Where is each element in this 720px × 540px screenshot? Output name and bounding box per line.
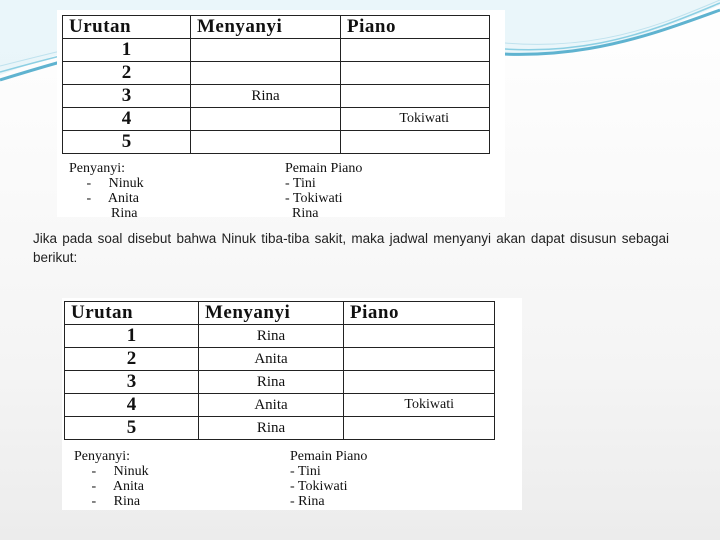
list-item: - Tokiwati — [285, 191, 343, 206]
schedule-image-solution — [62, 298, 522, 510]
list-item: Rina — [292, 206, 319, 221]
table-row — [65, 371, 495, 394]
schedule-table-solution — [64, 301, 495, 440]
cell-piano: Tokiwati — [341, 108, 490, 131]
cell-urutan: 2 — [65, 348, 199, 371]
cell-menyanyi — [191, 108, 341, 131]
table-row — [65, 325, 495, 348]
cell-menyanyi: Rina — [199, 417, 344, 440]
singer-roster — [74, 449, 149, 509]
table-row — [63, 108, 490, 131]
list-item: - Tokiwati — [290, 479, 348, 494]
list-item: - Rina — [290, 494, 325, 509]
cell-menyanyi: Rina — [199, 325, 344, 348]
cell-urutan: 5 — [65, 417, 199, 440]
cell-urutan: 4 — [65, 394, 199, 417]
cell-menyanyi: Rina — [191, 85, 341, 108]
cell-menyanyi: Anita — [199, 348, 344, 371]
list-item: - Anita — [69, 191, 139, 206]
cell-urutan: 3 — [65, 371, 199, 394]
cell-menyanyi — [191, 62, 341, 85]
table-row — [63, 85, 490, 108]
cell-urutan: 5 — [63, 131, 191, 154]
table-header-row — [65, 302, 495, 325]
list-item: - Ninuk — [74, 464, 149, 479]
cell-menyanyi: Rina — [199, 371, 344, 394]
header-menyanyi: Menyanyi — [199, 302, 344, 325]
cell-urutan: 3 — [63, 85, 191, 108]
cell-piano — [341, 131, 490, 154]
cell-urutan: 4 — [63, 108, 191, 131]
list-item: - Ninuk — [69, 176, 144, 191]
table-row — [65, 348, 495, 371]
table-row — [63, 131, 490, 154]
header-menyanyi: Menyanyi — [191, 16, 341, 39]
list-item: - Anita — [74, 479, 144, 494]
cell-menyanyi — [191, 131, 341, 154]
table-header-row — [63, 16, 490, 39]
cell-piano — [341, 39, 490, 62]
cell-urutan: 1 — [63, 39, 191, 62]
cell-piano — [344, 371, 495, 394]
pianist-roster — [285, 161, 362, 221]
schedule-table-initial — [62, 15, 490, 154]
cell-urutan: 1 — [65, 325, 199, 348]
schedule-image-initial — [57, 10, 505, 221]
header-urutan: Urutan — [65, 302, 199, 325]
cell-piano — [344, 348, 495, 371]
header-piano: Piano — [341, 16, 490, 39]
header-piano: Piano — [344, 302, 495, 325]
table-row — [63, 39, 490, 62]
pianist-roster-title: Pemain Piano — [285, 161, 363, 176]
pianist-roster-title: Pemain Piano — [290, 449, 368, 464]
cell-menyanyi: Anita — [199, 394, 344, 417]
cell-piano — [341, 62, 490, 85]
list-item: Rina — [111, 206, 138, 221]
cell-piano: Tokiwati — [344, 394, 495, 417]
cell-piano — [344, 325, 495, 348]
list-item: - Tini — [285, 176, 316, 191]
cell-piano — [344, 417, 495, 440]
explanation-text: Jika pada soal disebut bahwa Ninuk tiba-tiba sakit, maka jadwal menyanyi akan dapat disusun sebagai berikut: — [33, 231, 669, 265]
singer-roster-title: Penyanyi: — [74, 449, 130, 464]
header-urutan: Urutan — [63, 16, 191, 39]
table-row — [65, 417, 495, 440]
pianist-roster — [290, 449, 367, 509]
cell-urutan: 2 — [63, 62, 191, 85]
table-row — [65, 394, 495, 417]
list-item: - Tini — [290, 464, 321, 479]
list-item: - Rina — [74, 494, 141, 509]
singer-roster-title: Penyanyi: — [69, 161, 125, 176]
singer-roster — [69, 161, 144, 221]
cell-menyanyi — [191, 39, 341, 62]
cell-piano — [341, 85, 490, 108]
table-row — [63, 62, 490, 85]
